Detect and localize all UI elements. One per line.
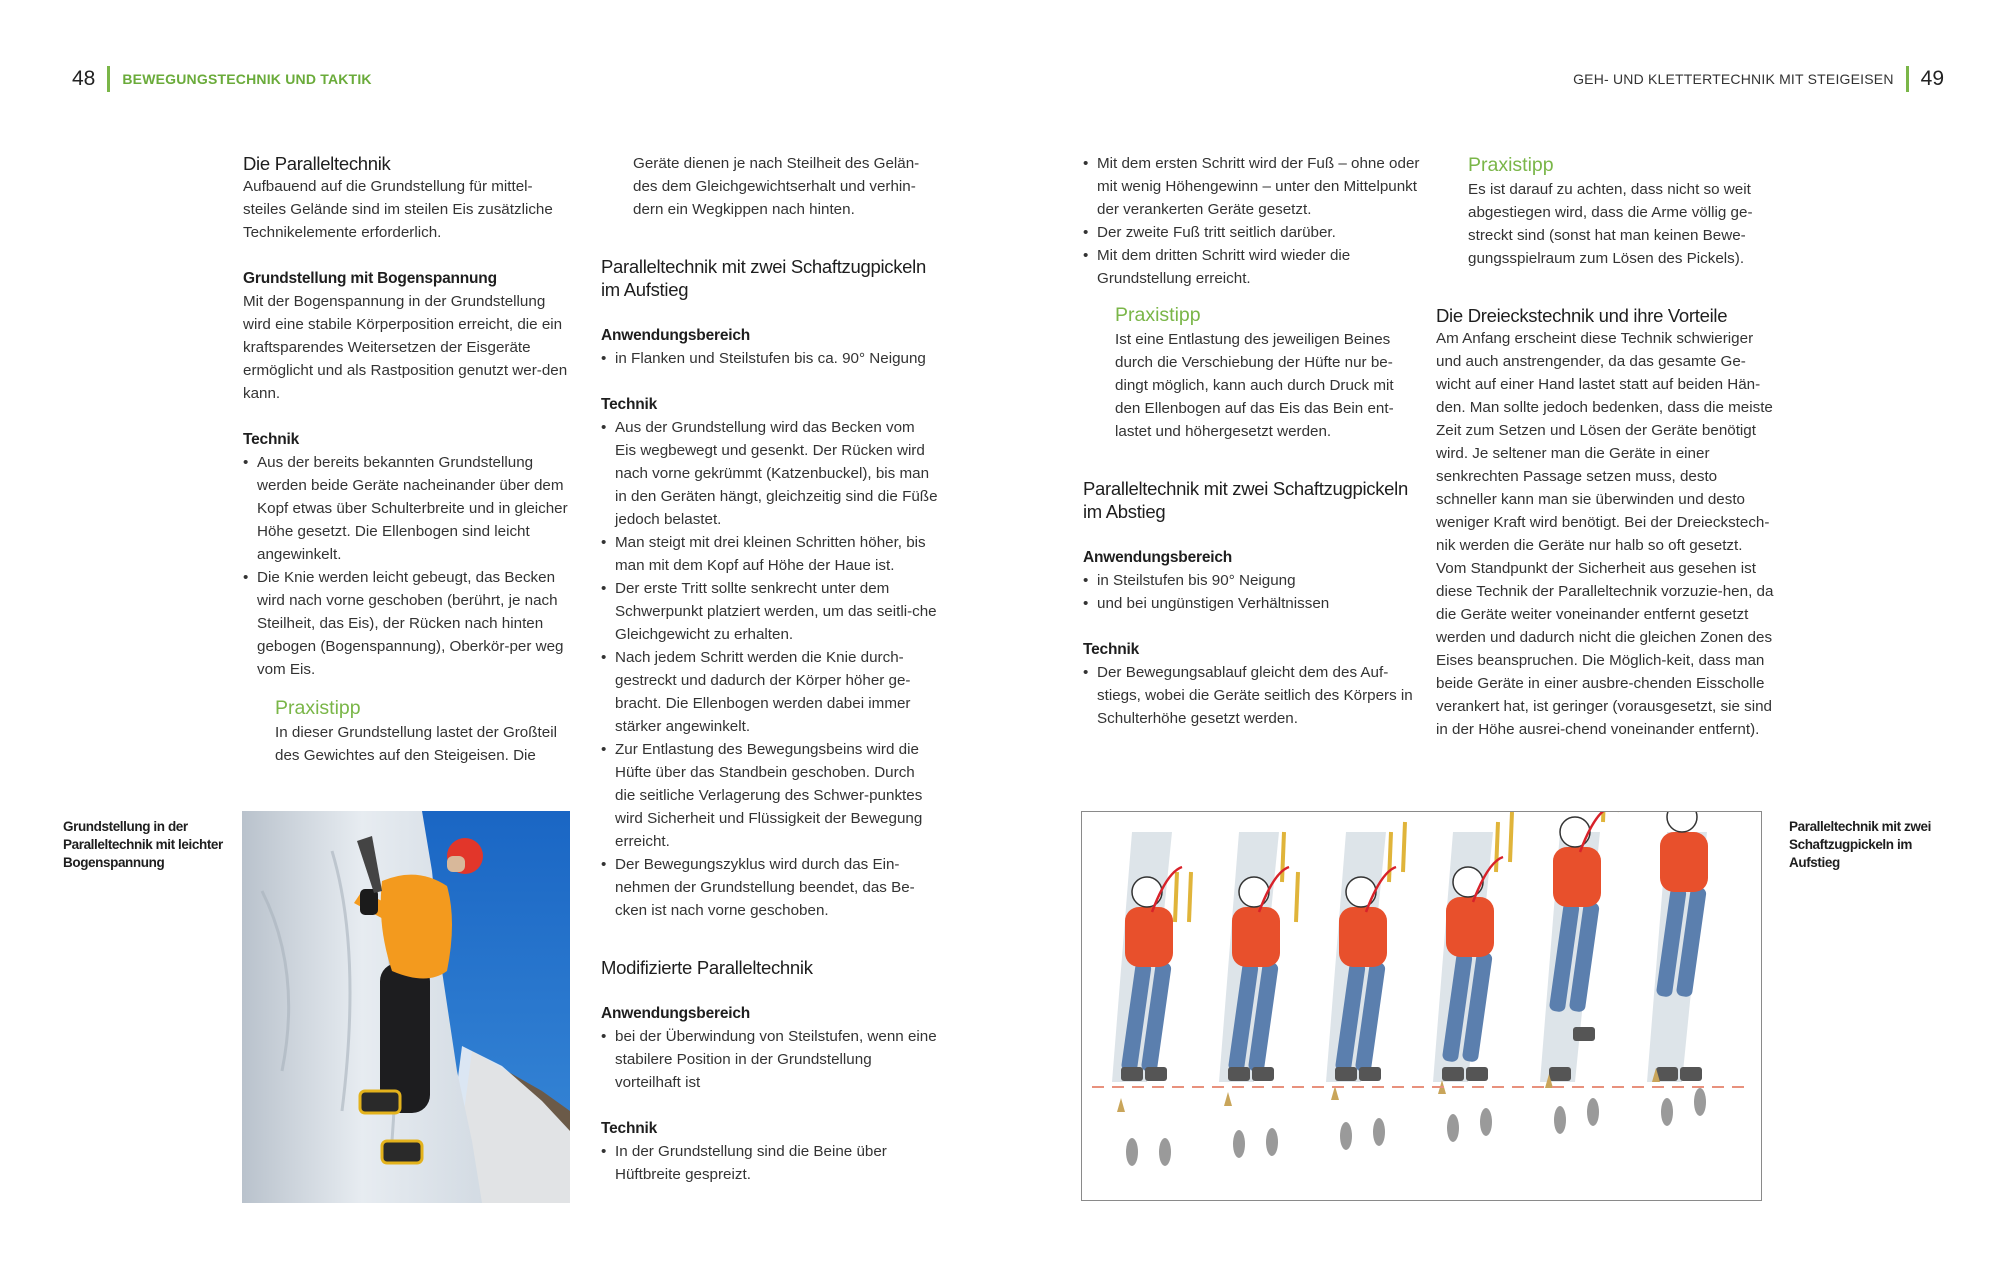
list-item: • Zur Entlastung des Bewegungsbeins wird die Hüfte über das Standbein geschoben. Durch die seitliche Verlagerung des Schwer-punktes wird Sicherheit und Flüssigkeit der Bewegung erreicht. xyxy=(601,738,939,853)
page-number-right: 49 xyxy=(1920,67,1944,90)
ice-axe xyxy=(1510,812,1512,862)
left-running-head xyxy=(72,66,372,92)
footprint xyxy=(1694,1088,1706,1116)
ice-axe xyxy=(1282,832,1284,882)
footprint xyxy=(1447,1114,1459,1142)
technik-list xyxy=(601,1140,939,1186)
list-item: • Die Knie werden leicht gebeugt, das Becken wird nach vorne geschoben (berührt, je nach Steilheit, das Eis), der Rücken nach hinten gebogen (Bogenspannung), Oberkör-per weg vom Eis. xyxy=(243,566,573,681)
crampon-boot xyxy=(1549,1067,1571,1081)
list-item: • Aus der bereits bekannten Grundstellung werden beide Geräte nacheinander über dem Kopf etwas über Schulterbreite und in gleicher Höhe gesetzt. Die Ellenbogen sind leicht angewinkelt. xyxy=(243,451,573,566)
crampon-boot xyxy=(1145,1067,1167,1081)
list-item: • In der Grundstellung sind die Beine über Hüftbreite gespreizt. xyxy=(601,1140,939,1186)
crampon-boot xyxy=(1252,1067,1274,1081)
ice-axe xyxy=(1403,822,1405,872)
divider-bar xyxy=(1906,66,1909,92)
climber-helmet xyxy=(1239,877,1269,907)
column-2 xyxy=(601,152,939,1186)
grundstellung-text: Mit der Bogenspannung in der Grundstellung wird eine stabile Körperposition erreicht, die ein kraftsparendes Weitersetzen der Eisgeräte ermöglicht und als Rastposition genutzt wer-den kann. xyxy=(243,293,568,402)
list-item: • Nach jedem Schritt werden die Knie durch-gestreckt und dadurch der Körper höher ge-bracht. Die Ellenbogen werden dabei immer stärker angewinkelt. xyxy=(601,646,939,738)
dreieckstechnik-text: Am Anfang erscheint diese Technik schwieriger und auch anstrengender, da das gesamte Ge-wicht auf einer Hand lastet statt auf beiden Hän-den. Man sollte jedoch bedenken, dass die meiste Zeit zum Setzen und Lösen der Geräte benötigt wird. Je seltener man die Geräte in einer senkrechten Passage setzen muss, desto schneller kann man sie überwinden und desto weniger Kraft wird benötigt. Bei der Dreieckstech-nik werden die Geräte nur halb so oft gesetzt. Vom Standpunkt der Sicherheit aus gesehen ist diese Technik der Paralleltechnik vorzuzie-hen, da die Geräte weiter voneinander entfernt gesetzt werden und dadurch nicht die gleichen Zonen des Eises beanspruchen. Die Möglich-keit, dass man beide Geräte in einer ausbre-chenden Eisscholle verankert hat, ist geringer (vorausgesetzt, sie sind in der Höhe ausrei-chend voneinander entfernt). xyxy=(1436,330,1774,738)
praxistipp-box xyxy=(1083,302,1423,443)
anwendungsbereich-label: Anwendungsbereich xyxy=(601,1005,751,1022)
list-item: • bei der Überwindung von Steilstufen, wenn eine stabilere Position in der Grundstellung vorteilhaft ist xyxy=(601,1025,939,1094)
footprint xyxy=(1266,1128,1278,1156)
technik-label: Technik xyxy=(601,396,658,413)
section-title-left: BEWEGUNGSTECHNIK UND TAKTIK xyxy=(122,71,372,87)
climber-helmet xyxy=(1560,817,1590,847)
praxistipp-title: Praxistipp xyxy=(1115,304,1201,326)
technique-illustration xyxy=(1081,811,1762,1201)
technik-list xyxy=(1083,661,1423,730)
axe-marker xyxy=(1331,1086,1339,1100)
technik-list xyxy=(601,416,939,922)
anwendungsbereich-list xyxy=(601,347,939,370)
climber-jacket xyxy=(1446,897,1494,957)
praxistipp-text: Es ist darauf zu achten, dass nicht so weit abgestiegen wird, dass die Arme völlig ge-streckt sind (sonst hat man keinen Bewe-gungsspielraum zum Lösen des Pickels). xyxy=(1468,181,1753,267)
crampon-boot xyxy=(1359,1067,1381,1081)
footprint xyxy=(1233,1130,1245,1158)
footprint xyxy=(1480,1108,1492,1136)
climber-helmet xyxy=(1667,812,1697,832)
crampon-boot xyxy=(1680,1067,1702,1081)
subheading-grundstellung: Grundstellung mit Bogenspannung xyxy=(243,270,497,287)
praxistipp-continuation: Geräte dienen je nach Steilheit des Gelän-des dem Gleichgewichtserhalt und verhin-dern ein Wegkippen nach hinten. xyxy=(633,155,920,218)
crampon-boot xyxy=(1442,1067,1464,1081)
right-running-head xyxy=(1573,66,1944,92)
axe-marker xyxy=(1224,1092,1232,1106)
heading-abstieg: Paralleltechnik mit zwei Schaftzugpickeln im Abstieg xyxy=(1083,478,1408,522)
section-title-right: GEH- UND KLETTERTECHNIK MIT STEIGEISEN xyxy=(1573,71,1894,87)
praxistipp-title: Praxistipp xyxy=(275,697,361,719)
list-item: • Der Bewegungszyklus wird durch das Ein-nehmen der Grundstellung beendet, das Be-cken ist nach vorne geschoben. xyxy=(601,853,939,922)
climber-helmet xyxy=(1453,867,1483,897)
climber-helmet xyxy=(1132,877,1162,907)
anwendungsbereich-list xyxy=(601,1025,939,1094)
anwendungsbereich-label: Anwendungsbereich xyxy=(601,327,751,344)
list-item: • Der erste Tritt sollte senkrecht unter dem Schwerpunkt platziert werden, um das seitli-che Gleichgewicht zu erhalten. xyxy=(601,577,939,646)
anwendungsbereich-label: Anwendungsbereich xyxy=(1083,549,1233,566)
photo-caption: Grundstellung in der Paralleltechnik mit leichter Bogenspannung xyxy=(63,819,223,870)
ice-axe xyxy=(1389,832,1391,882)
list-item: • und bei ungünstigen Verhältnissen xyxy=(1083,592,1423,615)
list-item: • Mit dem dritten Schritt wird wieder die Grundstellung erreicht. xyxy=(1083,244,1423,290)
list-item: • Man steigt mit drei kleinen Schritten höher, bis man mit dem Kopf auf Höhe der Haue ist. xyxy=(601,531,939,577)
list-item: • Der Bewegungsablauf gleicht dem des Auf-stiegs, wobei die Geräte seitlich des Körpers in Schulterhöhe gesetzt werden. xyxy=(1083,661,1423,730)
ice-axe xyxy=(1296,872,1298,922)
footprint xyxy=(1159,1138,1171,1166)
climbing-sequence-diagram xyxy=(1082,812,1760,1199)
crampon-boot xyxy=(1466,1067,1488,1081)
crampon-boot xyxy=(1335,1067,1357,1081)
praxistipp-box xyxy=(1436,152,1776,270)
list-item: • in Flanken und Steilstufen bis ca. 90° Neigung xyxy=(601,347,939,370)
footprint xyxy=(1340,1122,1352,1150)
footprint xyxy=(1126,1138,1138,1166)
intro-text: Aufbauend auf die Grundstellung für mittel-steiles Gelände sind im steilen Eis zusätzliche Technikelemente erforderlich. xyxy=(243,178,553,241)
climber-helmet xyxy=(1346,877,1376,907)
technik-label: Technik xyxy=(243,431,300,448)
list-item: • Mit dem ersten Schritt wird der Fuß – ohne oder mit wenig Höhengewinn – unter den Mittelpunkt der verankerten Geräte gesetzt. xyxy=(1083,152,1423,221)
heading-dreieckstechnik: Die Dreieckstechnik und ihre Vorteile xyxy=(1436,305,1728,326)
anwendungsbereich-list xyxy=(1083,569,1423,615)
column-1 xyxy=(243,152,573,767)
footprint xyxy=(1587,1098,1599,1126)
ice-climber-image xyxy=(242,811,570,1203)
heading-aufstieg: Paralleltechnik mit zwei Schaftzugpickeln im Aufstieg xyxy=(601,256,926,300)
footprint xyxy=(1554,1106,1566,1134)
list-item: • Aus der Grundstellung wird das Becken vom Eis wegbewegt und gesenkt. Der Rücken wird nach vorne gekrümmt (Katzenbuckel), bis man in den Geräten hängt, gleichzeitig sind die Füße jedoch belastet. xyxy=(601,416,939,531)
climber-jacket xyxy=(1339,907,1387,967)
axe-marker xyxy=(1117,1098,1125,1112)
footprint xyxy=(1373,1118,1385,1146)
ice-axe xyxy=(1175,872,1177,922)
ice-axe xyxy=(1496,822,1498,872)
climber-jacket xyxy=(1660,832,1708,892)
praxistipp-text: In dieser Grundstellung lastet der Großteil des Gewichtes auf den Steigeisen. Die xyxy=(275,724,557,764)
column-4 xyxy=(1436,152,1776,741)
ice-axe xyxy=(1603,812,1605,822)
praxistipp-text: Ist eine Entlastung des jeweiligen Beines durch die Verschiebung der Hüfte nur be-dingt möglich, kann auch durch Druck mit den Ellenbogen auf das Eis das Bein ent-lastet und höhergesetzt werden. xyxy=(1115,331,1394,440)
list-item: • Der zweite Fuß tritt seitlich darüber. xyxy=(1083,221,1423,244)
footprint xyxy=(1661,1098,1673,1126)
praxistipp-title: Praxistipp xyxy=(1468,154,1554,176)
crampon-boot xyxy=(1573,1027,1595,1041)
page-number-left: 48 xyxy=(72,67,96,90)
climber-jacket xyxy=(1553,847,1601,907)
divider-bar xyxy=(107,66,110,92)
climber-jacket xyxy=(1125,907,1173,967)
crampon-boot xyxy=(1656,1067,1678,1081)
crampon-boot xyxy=(1121,1067,1143,1081)
technik-label: Technik xyxy=(1083,641,1140,658)
illustration-caption: Paralleltechnik mit zwei Schaftzugpickeln im Aufstieg xyxy=(1789,819,1931,870)
praxistipp-box xyxy=(243,695,573,767)
heading-die-paralleltechnik: Die Paralleltechnik xyxy=(243,153,391,174)
schritt-list xyxy=(1083,152,1423,290)
column-3 xyxy=(1083,152,1423,730)
list-item: • in Steilstufen bis 90° Neigung xyxy=(1083,569,1423,592)
technik-label: Technik xyxy=(601,1120,658,1137)
technik-list xyxy=(243,451,573,681)
crampon-boot xyxy=(1228,1067,1250,1081)
heading-modifizierte: Modifizierte Paralleltechnik xyxy=(601,957,813,978)
climber-jacket xyxy=(1232,907,1280,967)
climber-photo xyxy=(242,811,570,1203)
ice-axe xyxy=(1189,872,1191,922)
